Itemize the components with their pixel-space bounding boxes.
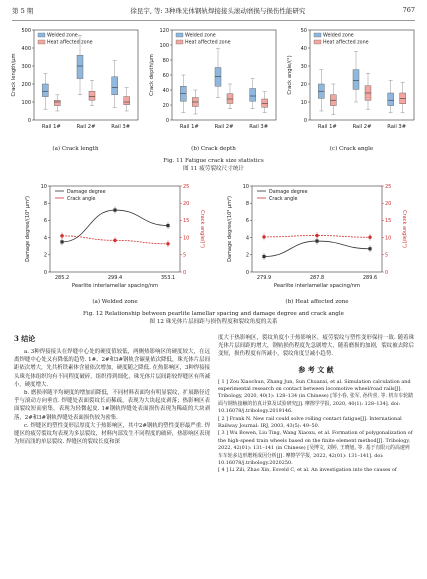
y-tick-label: 6 bbox=[245, 218, 249, 225]
x-tick-label: 287.8 bbox=[309, 275, 325, 281]
chart-crack-depth bbox=[146, 24, 281, 144]
y-tick-label: 2 bbox=[245, 252, 249, 259]
legend-swatch bbox=[314, 40, 321, 44]
subcaption-crack-depth: (b) Crack depth bbox=[191, 146, 236, 152]
y2-tick-label: 0 bbox=[183, 269, 187, 276]
figure-12-caption-en: Fig. 12 Relationship between pearlite lamellar spacing and damage degree and crack angle bbox=[83, 311, 344, 317]
box bbox=[42, 84, 48, 97]
y-axis-label: Damage degree/(10³ μm²) bbox=[227, 196, 233, 262]
x-tick-label: 353.1 bbox=[160, 275, 176, 281]
y2-axis-label: Crack angle/(°) bbox=[199, 210, 205, 248]
y-tick-label: 30 bbox=[300, 63, 307, 70]
y-tick-label: 0 bbox=[165, 117, 169, 124]
y-axis-label: Crack length/μm bbox=[11, 53, 17, 97]
figure-11-caption-en: Fig. 11 Fatigue crack size statistics bbox=[163, 158, 264, 164]
y-tick-label: 0 bbox=[303, 117, 307, 124]
y-tick-label: 120 bbox=[159, 27, 169, 34]
reference-item: [ 3 ] Wu Bowen, Liu Ting, Wang Xiaoxu, et al. Formation of polygonalization of the high-speed train wheels based on the finite element method[J]. Tribology, 2022, 42(01): 131–141 (in Chinese) [吴博文, 刘婷, 王晓旭, 等. 基于有限元的高速列车车轮多边形磨耗成因分析[J]. 摩擦学学报, 2022, 42(01): 131–141]. doi: 10.16078/j.tribology.2020250. bbox=[218, 430, 413, 467]
y2-tick-label: 15 bbox=[183, 218, 190, 225]
y-tick-label: 0 bbox=[245, 269, 249, 276]
y-tick-label: 20 bbox=[300, 81, 307, 88]
y-tick-label: 10 bbox=[300, 99, 307, 106]
subcaption-crack-length: (a) Crack length bbox=[52, 146, 99, 152]
x-tick-label: Rail 3# bbox=[249, 124, 269, 130]
header-title: 徐昆宇, 等: 3种珠光体钢轨焊接接头滚动磨损与损伤性能研究 bbox=[130, 7, 306, 15]
x-tick-label: 285.2 bbox=[54, 275, 70, 281]
y-tick-label: 4 bbox=[245, 235, 249, 242]
x-tick-label: 289.6 bbox=[362, 275, 378, 281]
subcaption-heat-affected-zone: (b) Heat affected zone bbox=[285, 299, 349, 305]
legend-label: Damage degree bbox=[269, 189, 308, 195]
legend-label: Welded zone bbox=[47, 33, 78, 39]
y-tick-label: 40 bbox=[300, 45, 307, 52]
paragraph-b: b. 磨损率随平均硬度的增加而降低，不同材料表面均有明显裂纹，扩展路径近乎与滚动方向垂直. 焊缝处表面裂纹长而稀疏，表现为大块起皮剥落；热影响区表面裂纹短而密集，表现为轻微起皮. 1#钢轨焊缝处表面损伤表现为稀疏的大块剥落，2#和3#钢轨焊缝处表面损伤较为密集. bbox=[14, 390, 210, 421]
legend-swatch bbox=[38, 33, 45, 37]
y2-tick-label: 10 bbox=[183, 235, 190, 242]
legend-label: Heat affected zone bbox=[323, 40, 369, 46]
box bbox=[112, 77, 118, 95]
box bbox=[227, 94, 233, 104]
y-tick-label: 8 bbox=[245, 201, 249, 207]
legend-label: Heat affected zone bbox=[47, 40, 93, 46]
box bbox=[388, 93, 394, 106]
y-axis-label: Crack depth/μm bbox=[149, 54, 155, 96]
chart-welded-zone bbox=[20, 180, 210, 298]
legend-label: Crack angle bbox=[67, 196, 96, 202]
header-issue: 第 5 期 bbox=[12, 7, 34, 15]
box bbox=[215, 68, 221, 87]
y-tick-label: 50 bbox=[300, 27, 307, 34]
legend-label: Welded zone bbox=[323, 33, 354, 39]
y2-tick-label: 0 bbox=[385, 269, 389, 276]
y2-tick-label: 25 bbox=[385, 183, 392, 190]
chart-crack-length bbox=[8, 24, 143, 144]
y-tick-label: 0 bbox=[27, 117, 31, 124]
legend-label: Heat affected zone bbox=[185, 40, 231, 46]
legend-swatch bbox=[176, 33, 183, 37]
x-tick-label: Rail 3# bbox=[111, 124, 131, 130]
box bbox=[353, 70, 359, 90]
y2-axis-label: Crack angle/(°) bbox=[401, 210, 407, 248]
y-tick-label: 500 bbox=[21, 27, 31, 34]
y-tick-label: 200 bbox=[21, 81, 31, 88]
x-tick-label: 279.9 bbox=[256, 275, 272, 281]
legend-label: Crack angle bbox=[269, 196, 298, 202]
figure-12-caption-cn: 图 12 珠光体片层间距与损伤程度和裂纹角度的关系 bbox=[149, 319, 278, 325]
y2-tick-label: 20 bbox=[385, 201, 392, 207]
y-tick-label: 2 bbox=[43, 252, 47, 259]
y2-tick-label: 20 bbox=[183, 201, 190, 207]
x-tick-label: Rail 1# bbox=[317, 124, 337, 130]
x-tick-label: 299.4 bbox=[107, 275, 123, 281]
header-page-number: 767 bbox=[402, 6, 415, 14]
y-axis-label: Damage degree/(10³ μm²) bbox=[25, 196, 31, 262]
x-tick-label: Rail 2# bbox=[76, 124, 96, 130]
y-tick-label: 300 bbox=[21, 63, 31, 70]
box bbox=[262, 99, 268, 107]
x-tick-label: Rail 1# bbox=[179, 124, 199, 130]
left-column bbox=[14, 334, 210, 446]
box bbox=[89, 91, 95, 100]
paragraph-continued: 度大于热影响区，裂纹角度小于热影响区，疲劳裂纹与塑性变形保持一致. 随着珠光体片层间距的增大，钢轨损伤程度先急剧增大，随着磨损的加剧，裂纹被去除后变短，损伤程度有所减小，裂纹角度呈减小趋势. bbox=[218, 335, 414, 358]
y-tick-label: 100 bbox=[21, 99, 31, 106]
y-tick-label: 0 bbox=[43, 269, 47, 276]
box bbox=[77, 55, 83, 78]
x-tick-label: Rail 3# bbox=[387, 124, 407, 130]
legend-swatch bbox=[176, 40, 183, 44]
legend-label: Damage degree bbox=[67, 189, 106, 195]
box bbox=[124, 97, 130, 105]
y-tick-label: 40 bbox=[162, 87, 169, 94]
paragraph-a: a. 3种焊接接头在焊缝中心处的硬度值较低，两侧热影响区的硬度较大，在远离焊缝中心处又有降低的趋势. 1#、2#和3#钢轨含碳量依次降低，珠光体片层间距依次增大，先共析铁素体含量依次增加，硬度随之降低. 在热影响区，3种焊接接头珠光体组织均有不同程度破碎，组织得到细化，珠光体片层间距较焊缝区有所减小，硬度增大. bbox=[14, 349, 210, 388]
chart-heat-affected-zone bbox=[222, 180, 412, 298]
y-tick-label: 8 bbox=[43, 201, 47, 207]
legend-swatch bbox=[38, 40, 45, 44]
y-tick-label: 60 bbox=[162, 72, 169, 79]
subcaption-welded-zone: (a) Welded zone bbox=[92, 299, 138, 305]
chart-crack-angle bbox=[284, 24, 419, 144]
box bbox=[250, 89, 256, 102]
page-header bbox=[12, 6, 415, 21]
right-column bbox=[218, 334, 414, 475]
reference-item: [ 1 ] Zou Xiaochun, Zhang Jun, Sun Chuanxi, et al. Simulation calculation and experimental research on contact between locomotive wheel/road rails[J]. Tribology, 2020, 40(1): 128–134 (in Chinese) [邹小春, 张军, 孙传喜, 等. 机车车轮踏面与钢轨接触的仿真计算及试验研究[J]. 摩擦学学报, 2020, 40(1): 128–134]. doi: 10.16078/j.tribology.2019146. bbox=[218, 378, 414, 415]
y2-tick-label: 5 bbox=[385, 252, 389, 259]
y-tick-label: 6 bbox=[43, 218, 47, 225]
y-tick-label: 10 bbox=[242, 183, 249, 190]
y-tick-label: 10 bbox=[40, 183, 47, 190]
x-tick-label: Rail 2# bbox=[352, 124, 372, 130]
x-axis-label: Pearlite interlamellar spacing/nm bbox=[273, 283, 361, 289]
reference-item: [ 2 ] Frank N. New rail could solve rolling contact fatigue[J]. International Railway Journal: IRJ, 2003, 43(5): 49–50. bbox=[218, 415, 402, 430]
subcaption-crack-angle: (c) Crack angle bbox=[329, 146, 374, 152]
x-tick-label: Rail 1# bbox=[41, 124, 61, 130]
y-tick-label: 80 bbox=[162, 57, 169, 64]
y-tick-label: 100 bbox=[159, 42, 169, 49]
references-title: 参 考 文 献 bbox=[298, 364, 334, 374]
y-axis-label: Crack angle/(°) bbox=[287, 55, 293, 95]
y-tick-label: 20 bbox=[162, 102, 169, 109]
legend-label: Welded zone bbox=[185, 33, 216, 39]
y2-tick-label: 25 bbox=[183, 183, 190, 190]
section-title-conclusion: 3 结论 bbox=[14, 334, 36, 343]
paragraph-c: c. 焊缝区的塑性变形层厚度大于热影响区，其中2#钢轨的塑性变形最严重. 焊缝区的疲劳裂纹均表现为多层裂纹，材料内部发生不同程度的破碎，热影响区表现为短而浅的单层裂纹. 焊缝区的裂纹长度和深 bbox=[14, 422, 210, 446]
figure-11-caption-cn: 图 11 疲劳裂纹尺寸统计 bbox=[182, 166, 245, 172]
legend-swatch bbox=[314, 33, 321, 37]
y-tick-label: 4 bbox=[43, 235, 47, 242]
box bbox=[54, 100, 60, 105]
y2-tick-label: 15 bbox=[385, 218, 392, 225]
x-axis-label: Pearlite interlamellar spacing/nm bbox=[71, 283, 159, 289]
y-tick-label: 400 bbox=[21, 45, 31, 52]
x-tick-label: Rail 2# bbox=[214, 124, 234, 130]
reference-item: [ 4 ] Li Zili, Zhao Xin, Esveld C, et al. An investigation into the causes of bbox=[218, 467, 397, 474]
y2-tick-label: 10 bbox=[385, 235, 392, 242]
y2-tick-label: 5 bbox=[183, 252, 187, 259]
